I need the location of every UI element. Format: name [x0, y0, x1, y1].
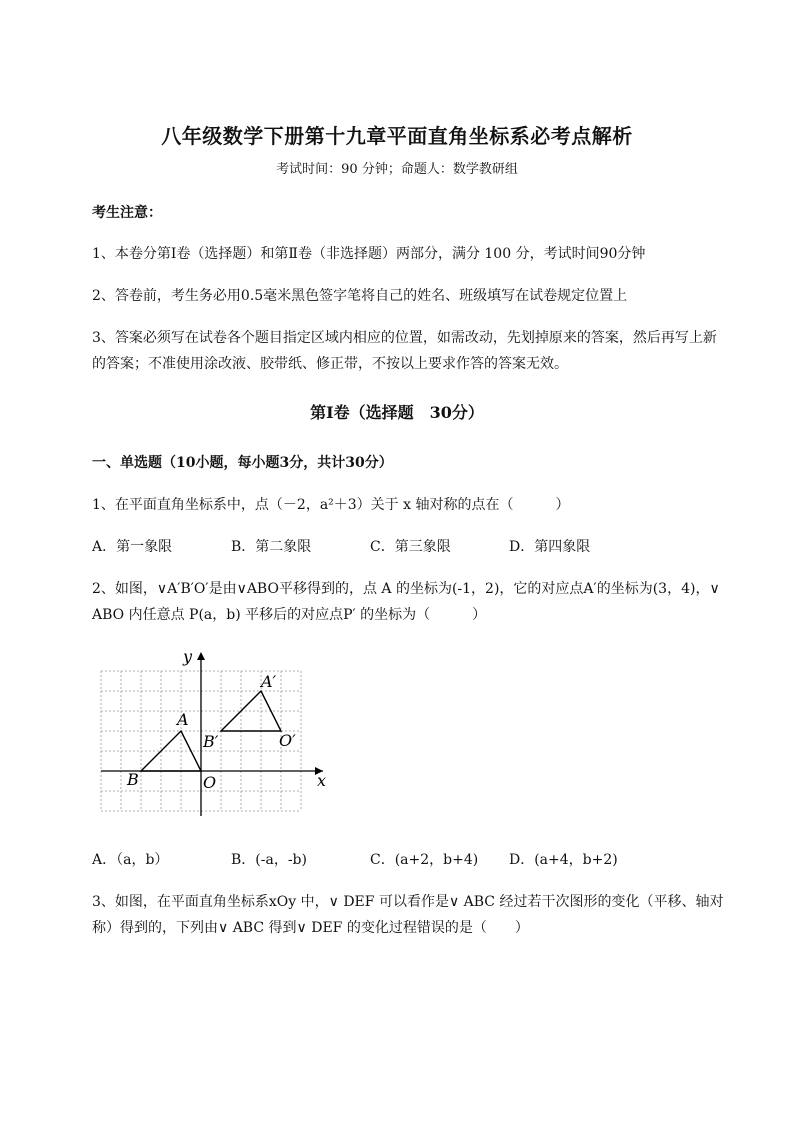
q1-option-c: C．第三象限	[370, 539, 451, 555]
notice-item-2: 2、答卷前，考生务必用0.5毫米黑色签字笔将自己的姓名、班级填写在试卷规定位置上	[92, 288, 628, 304]
q2-stem-line2: ABO 内任意点 P(a，b) 平移后的对应点P′ 的坐标为（ ）	[92, 607, 487, 623]
exam-subtitle: 考试时间：90 分钟；命题人：数学教研组	[276, 162, 518, 177]
q1-option-b: B．第二象限	[231, 539, 312, 555]
q2-option-c: C．(a+2，b+4)	[370, 852, 479, 868]
label-x-axis: x	[317, 771, 327, 790]
label-point-a: A	[177, 710, 189, 729]
q1-stem: 1、在平面直角坐标系中，点（－2，a²＋3）关于 x 轴对称的点在（ ）	[92, 497, 570, 513]
label-point-o-prime: O′	[279, 731, 296, 750]
notice-item-3-line2: 的答案；不准使用涂改液、胶带纸、修正带，不按以上要求作答的答案无效。	[92, 356, 568, 372]
label-point-b-prime: B′	[203, 732, 219, 751]
label-point-a-prime: A′	[261, 672, 277, 691]
exam-title: 八年级数学下册第十九章平面直角坐标系必考点解析	[161, 124, 633, 148]
notice-item-3-line1: 3、答案必须写在试卷各个题目指定区域内相应的位置，如需改动，先划掉原来的答案，然后再写上新	[92, 330, 717, 346]
q2-stem-line1: 2、如图，∨A′B′O′是由∨ABO平移得到的，点 A 的坐标为(-1，2)，它的对应点A′的坐标为(3，4)，∨	[92, 581, 720, 597]
notice-heading: 考生注意：	[92, 205, 162, 221]
y-axis-arrow-icon	[197, 652, 205, 660]
section-title: 第Ⅰ卷（选择题 30分）	[310, 403, 484, 422]
part-heading: 一、单选题（10小题，每小题3分，共计30分）	[92, 455, 393, 471]
label-origin: O	[203, 773, 217, 792]
q3-stem-line2: 称）得到的，下列由∨ ABC 得到∨ DEF 的变化过程错误的是（ ）	[92, 920, 529, 936]
coordinate-grid-svg	[95, 648, 335, 818]
q1-option-a: A．第一象限	[92, 539, 173, 555]
q1-option-d: D．第四象限	[509, 539, 591, 555]
label-y-axis: y	[183, 648, 193, 666]
q3-stem-line1: 3、如图，在平面直角坐标系xOy 中，∨ DEF 可以看作是∨ ABC 经过若干次图形的变化（平移、轴对	[92, 894, 724, 910]
q2-option-d: D．(a+4，b+2)	[509, 852, 618, 868]
label-point-b: B	[127, 770, 139, 789]
notice-item-1: 1、本卷分第Ⅰ卷（选择题）和第Ⅱ卷（非选择题）两部分，满分 100 分，考试时间90分钟	[92, 246, 646, 262]
q2-option-b: B．(-a，-b)	[231, 852, 307, 868]
q2-coordinate-figure	[95, 648, 335, 818]
q2-option-a: A．（a，b）	[92, 852, 169, 868]
